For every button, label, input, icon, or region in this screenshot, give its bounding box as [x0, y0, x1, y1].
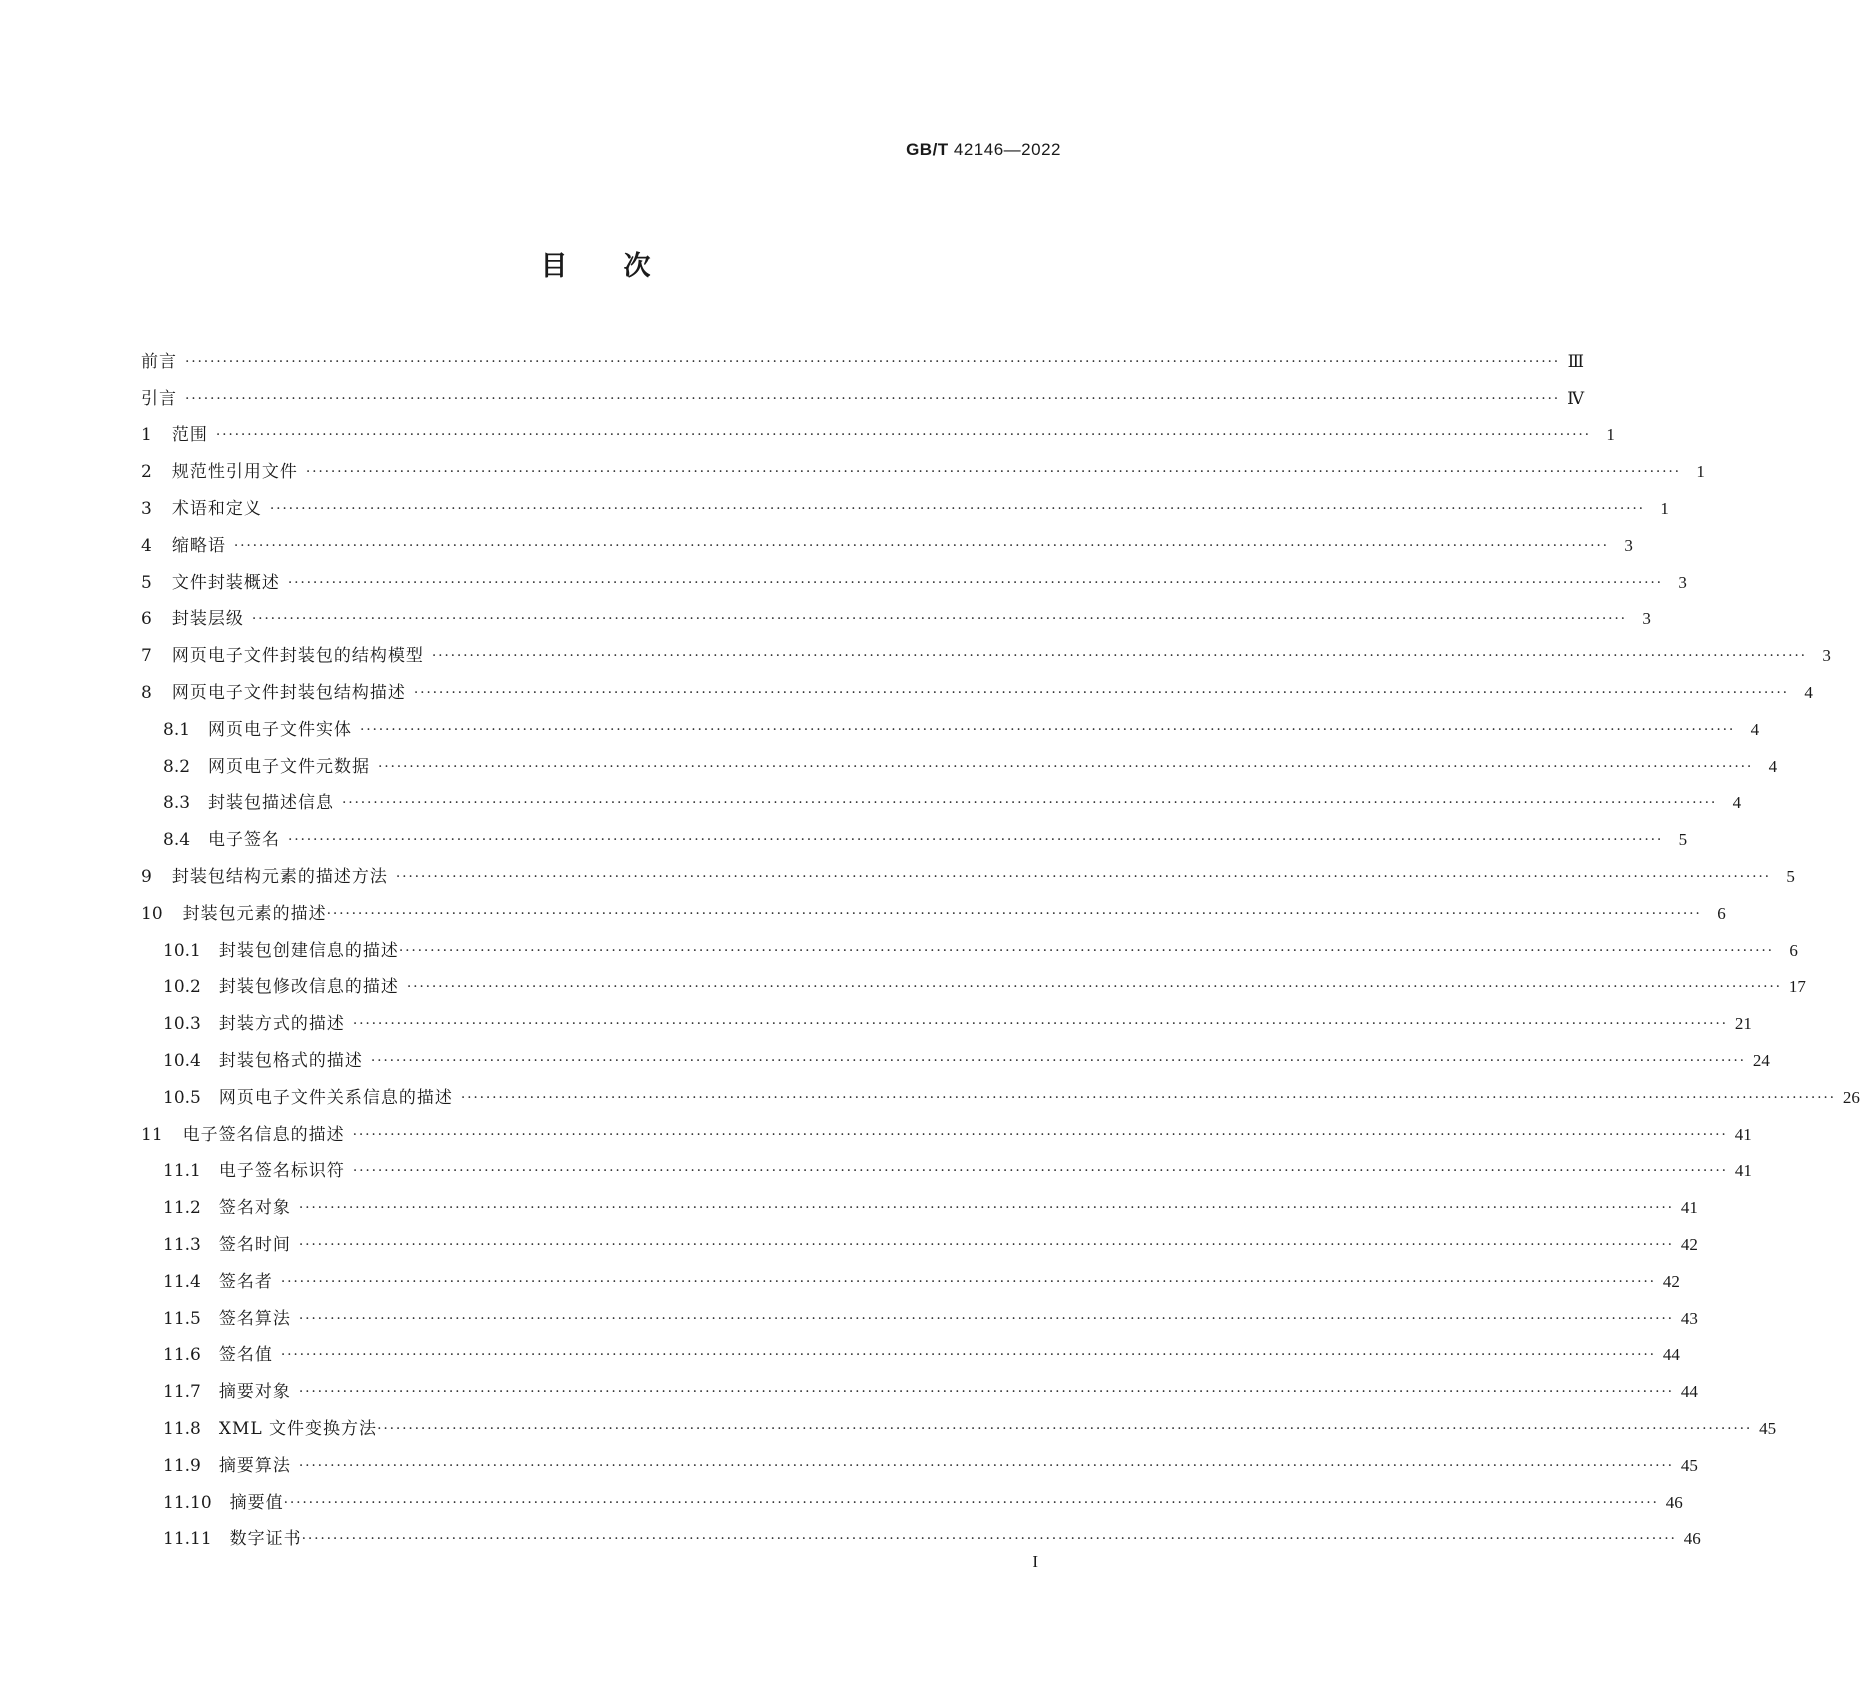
toc-entry[interactable] — [141, 1072, 1860, 1109]
toc-entry-page: 4 — [1750, 719, 1760, 739]
toc-entry-label: 封装包结构元素的描述方法 — [171, 866, 388, 887]
toc-entry[interactable] — [141, 998, 1752, 1035]
toc-entry-page: 42 — [1680, 1234, 1698, 1254]
toc-entry[interactable] — [141, 1514, 1701, 1551]
toc-entry-page: Ⅳ — [1567, 388, 1585, 408]
toc-entry-number: 11.9 — [163, 1455, 201, 1476]
toc-entry[interactable] — [141, 1035, 1770, 1072]
toc-entry[interactable] — [141, 1366, 1698, 1403]
toc-entry-page: 6 — [1717, 903, 1726, 923]
toc-entry[interactable] — [141, 851, 1795, 888]
toc-leader-dots: ···························································································································································································································· — [395, 868, 1771, 885]
toc-entry-number: 1 — [141, 425, 152, 446]
toc-entry-page: 44 — [1680, 1382, 1698, 1402]
toc-entry-label: 引言 — [141, 388, 177, 409]
toc-entry[interactable] — [141, 962, 1806, 999]
toc-leader-dots: ···························································································································································································································· — [460, 1089, 1836, 1106]
toc-entry-number: 10 — [141, 903, 163, 924]
toc-entry-number: 11.2 — [163, 1198, 201, 1219]
toc-entry-page: 3 — [1624, 535, 1633, 555]
toc-leader-dots: ···························································································································································································································· — [251, 611, 1627, 628]
table-of-contents — [141, 336, 1860, 1550]
toc-entry-label: 封装层级 — [171, 609, 244, 630]
toc-entry-page: 4 — [1732, 793, 1742, 813]
toc-entry-label: 签名时间 — [218, 1234, 291, 1255]
toc-entry-label: 电子签名 — [208, 830, 281, 851]
toc-entry[interactable] — [141, 1146, 1752, 1183]
toc-entry-label: 签名对象 — [218, 1198, 291, 1219]
toc-entry-number: 6 — [141, 609, 152, 630]
toc-entry-page: 41 — [1734, 1161, 1752, 1181]
toc-entry-label: 签名算法 — [218, 1308, 291, 1329]
toc-entry-number: 11.11 — [163, 1529, 212, 1550]
toc-entry[interactable] — [141, 704, 1760, 741]
toc-entry-number: 10.4 — [163, 1050, 201, 1071]
toc-entry-label: 封装包元素的描述 — [182, 903, 327, 924]
toc-leader-dots: ···························································································································································································································· — [298, 1384, 1674, 1401]
toc-entry-number: 9 — [141, 866, 152, 887]
toc-entry-label: 签名者 — [218, 1271, 273, 1292]
toc-entry-page: 5 — [1786, 866, 1795, 886]
toc-leader-dots: ···························································································································································································································· — [377, 1420, 1753, 1437]
toc-entry-number: 5 — [141, 572, 152, 593]
toc-leader-dots: ···························································································································································································································· — [360, 721, 1736, 738]
toc-entry-number: 11.1 — [163, 1161, 201, 1182]
toc-entry-number: 8 — [141, 682, 152, 703]
toc-entry-page: 3 — [1642, 609, 1651, 629]
toc-entry-number: 11.8 — [163, 1418, 201, 1439]
toc-entry-page: 6 — [1789, 940, 1798, 960]
toc-entry[interactable] — [141, 1477, 1683, 1514]
toc-entry-page: 42 — [1662, 1271, 1680, 1291]
toc-entry[interactable] — [141, 1256, 1680, 1293]
toc-entry-label: 网页电子文件元数据 — [208, 756, 371, 777]
toc-leader-dots: ···························································································································································································································· — [406, 979, 1782, 996]
toc-entry-number: 11.3 — [163, 1234, 201, 1255]
toc-entry[interactable] — [141, 741, 1778, 778]
toc-leader-dots: ···························································································································································································································· — [215, 427, 1591, 444]
toc-leader-dots: ···························································································································································································································· — [431, 648, 1807, 665]
toc-entry-label: 封装包描述信息 — [208, 793, 335, 814]
toc-entry-label: 封装包修改信息的描述 — [218, 977, 399, 998]
toc-entry-page: 17 — [1788, 977, 1806, 997]
toc-entry-number: 11.10 — [163, 1492, 212, 1513]
toc-entry[interactable] — [141, 336, 1585, 373]
toc-leader-dots: ···························································································································································································································· — [305, 464, 1681, 481]
toc-entry[interactable] — [141, 483, 1669, 520]
toc-entry-number: 11 — [141, 1124, 163, 1145]
toc-entry-label: 摘要值 — [229, 1492, 284, 1513]
toc-leader-dots: ···························································································································································································································· — [301, 1531, 1677, 1548]
toc-entry-page: 46 — [1683, 1529, 1701, 1549]
toc-entry-page: 1 — [1660, 498, 1669, 518]
toc-entry-label: 规范性引用文件 — [171, 462, 298, 483]
toc-entry-page: 43 — [1680, 1308, 1698, 1328]
toc-entry[interactable] — [141, 520, 1633, 557]
toc-entry[interactable] — [141, 1293, 1698, 1330]
toc-entry-number: 10.1 — [163, 940, 201, 961]
toc-entry-number: 11.6 — [163, 1345, 201, 1366]
toc-leader-dots: ···························································································································································································································· — [185, 353, 1561, 370]
toc-entry-number: 10.5 — [163, 1087, 201, 1108]
toc-leader-dots: ···························································································································································································································· — [298, 1236, 1674, 1253]
toc-leader-dots: ···························································································································································································································· — [298, 1457, 1674, 1474]
toc-entry-page: 26 — [1842, 1087, 1860, 1107]
toc-leader-dots: ···························································································································································································································· — [233, 537, 1609, 554]
toc-leader-dots: ···························································································································································································································· — [342, 795, 1718, 812]
toc-entry-number: 8.3 — [163, 793, 191, 814]
toc-entry-page: 44 — [1662, 1345, 1680, 1365]
toc-leader-dots: ···························································································································································································································· — [352, 1016, 1728, 1033]
toc-leader-dots: ···························································································································································································································· — [298, 1200, 1674, 1217]
toc-entry[interactable] — [141, 1182, 1698, 1219]
toc-entry-number: 8.4 — [163, 830, 191, 851]
toc-entry-label: 术语和定义 — [171, 498, 262, 519]
toc-entry-number: 10.3 — [163, 1014, 201, 1035]
toc-leader-dots: ···························································································································································································································· — [398, 942, 1774, 959]
toc-entry[interactable] — [141, 1403, 1777, 1440]
toc-entry-label: 签名值 — [218, 1345, 273, 1366]
toc-entry-label: 封装包创建信息的描述 — [218, 940, 399, 961]
toc-entry-label: 文件封装概述 — [171, 572, 280, 593]
toc-entry-label: XML 文件变换方法 — [218, 1418, 378, 1439]
toc-entry-page: 45 — [1680, 1455, 1698, 1475]
toc-entry-label: 网页电子文件封装包结构描述 — [171, 682, 406, 703]
toc-entry-page: 4 — [1804, 682, 1813, 702]
toc-entry-label: 封装方式的描述 — [218, 1014, 345, 1035]
toc-leader-dots: ···························································································································································································································· — [269, 500, 1645, 517]
toc-leader-dots: ···························································································································································································································· — [287, 574, 1663, 591]
toc-leader-dots: ···························································································································································································································· — [370, 1052, 1746, 1069]
toc-entry-page: 3 — [1822, 646, 1831, 666]
toc-entry[interactable] — [141, 630, 1831, 667]
toc-entry-page: 1 — [1606, 425, 1615, 445]
toc-entry-label: 电子签名标识符 — [218, 1161, 345, 1182]
toc-entry-number: 7 — [141, 646, 152, 667]
toc-entry[interactable] — [141, 667, 1813, 704]
toc-entry-number: 10.2 — [163, 977, 201, 998]
toc-entry[interactable] — [141, 888, 1726, 925]
toc-entry-page: 4 — [1768, 756, 1778, 776]
toc-leader-dots: ···························································································································································································································· — [352, 1126, 1728, 1143]
toc-entry-number: 2 — [141, 462, 152, 483]
standard-code-number: 42146—2022 — [948, 140, 1061, 159]
toc-entry-page: 45 — [1759, 1418, 1777, 1438]
toc-entry-label: 范围 — [171, 425, 208, 446]
toc-entry-label: 摘要算法 — [218, 1455, 291, 1476]
toc-entry-number: 11.4 — [163, 1271, 201, 1292]
standard-code-prefix: GB/T — [906, 140, 949, 159]
toc-entry-number: 4 — [141, 535, 152, 556]
page-number: I — [1032, 1552, 1038, 1571]
toc-leader-dots: ···························································································································································································································· — [413, 684, 1789, 701]
toc-entry-page: 41 — [1680, 1198, 1698, 1218]
toc-leader-dots: ···························································································································································································································· — [352, 1163, 1728, 1180]
toc-leader-dots: ···························································································································································································································· — [283, 1494, 1659, 1511]
toc-entry-label: 数字证书 — [229, 1529, 302, 1550]
toc-leader-dots: ···························································································································································································································· — [280, 1347, 1656, 1364]
toc-leader-dots: ···························································································································································································································· — [288, 832, 1664, 849]
toc-entry[interactable] — [141, 373, 1585, 410]
toc-entry-label: 电子签名信息的描述 — [182, 1124, 345, 1145]
toc-leader-dots: ···························································································································································································································· — [280, 1273, 1656, 1290]
toc-entry-number: 3 — [141, 498, 152, 519]
toc-entry-number: 8.1 — [163, 719, 191, 740]
toc-entry[interactable] — [141, 814, 1688, 851]
toc-entry[interactable] — [141, 1109, 1752, 1146]
toc-leader-dots: ···························································································································································································································· — [378, 758, 1754, 775]
page-title: 目次 — [540, 251, 707, 282]
toc-entry[interactable] — [141, 1219, 1698, 1256]
toc-entry-label: 前言 — [141, 351, 177, 372]
toc-entry-page: 3 — [1678, 572, 1687, 592]
toc-entry[interactable] — [141, 1440, 1698, 1477]
toc-entry-label: 摘要对象 — [218, 1382, 291, 1403]
toc-entry-label: 网页电子文件封装包的结构模型 — [171, 646, 424, 667]
toc-entry-label: 封装包格式的描述 — [218, 1050, 363, 1071]
toc-entry-number: 11.7 — [163, 1382, 201, 1403]
toc-entry[interactable] — [141, 925, 1798, 962]
toc-entry[interactable] — [141, 557, 1687, 594]
toc-entry[interactable] — [141, 446, 1705, 483]
toc-entry-label: 网页电子文件关系信息的描述 — [218, 1087, 453, 1108]
toc-entry[interactable] — [141, 1330, 1680, 1367]
toc-entry-page: 46 — [1665, 1492, 1683, 1512]
toc-entry[interactable] — [141, 594, 1651, 631]
toc-entry-page: 24 — [1752, 1050, 1770, 1070]
toc-entry[interactable] — [141, 410, 1615, 447]
toc-entry-page: 1 — [1696, 462, 1705, 482]
toc-entry-page: 21 — [1734, 1014, 1752, 1034]
toc-entry-number: 8.2 — [163, 756, 191, 777]
toc-entry-page: Ⅲ — [1567, 351, 1585, 371]
standard-code — [906, 140, 1061, 160]
toc-entry-label: 缩略语 — [171, 535, 226, 556]
toc-leader-dots: ···························································································································································································································· — [298, 1310, 1674, 1327]
toc-entry-number: 11.5 — [163, 1308, 201, 1329]
toc-entry-page: 41 — [1734, 1124, 1752, 1144]
toc-entry[interactable] — [141, 778, 1742, 815]
toc-leader-dots: ···························································································································································································································· — [326, 905, 1702, 922]
toc-entry-page: 5 — [1678, 830, 1688, 850]
toc-entry-label: 网页电子文件实体 — [208, 719, 353, 740]
toc-leader-dots: ···························································································································································································································· — [185, 390, 1561, 407]
